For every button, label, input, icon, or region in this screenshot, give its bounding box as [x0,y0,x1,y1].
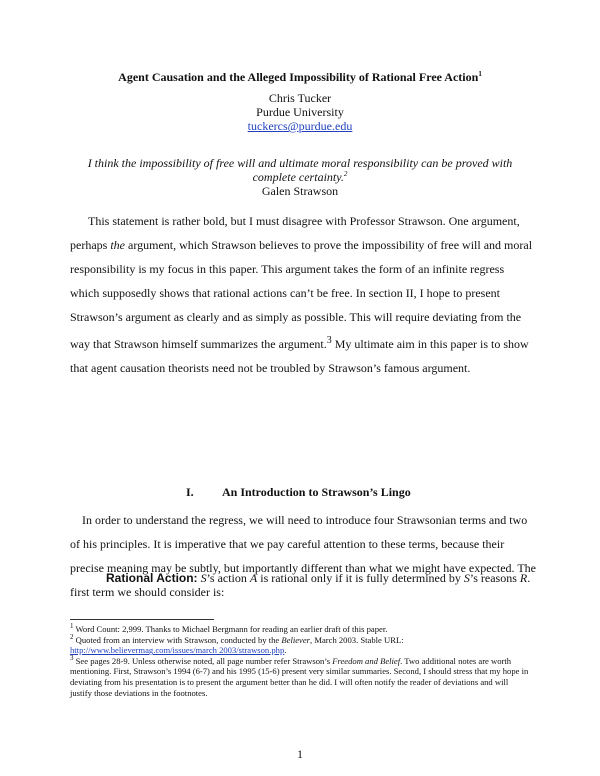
fn1-mark: 1 [70,622,74,631]
fn2-mark: 2 [70,632,74,641]
intro-paragraph [70,209,536,380]
intro-text-1: This statement is rather bold, but I must disagree with Professor Strawson. One argument, perhaps [70,214,520,252]
footnote-marker-2[interactable]: 2 [343,170,348,178]
page-number: 1 [297,747,303,761]
fn2-text-a: Quoted from an interview with Strawson, conducted by the [73,634,282,645]
fn2-url-link[interactable]: http://www.believermag.com/issues/march 2003/strawson.php [70,645,285,656]
def-text-2: is rational only if it is fully determined by [257,571,464,585]
def-var-s: S [200,571,207,585]
def-text-4: . [527,571,531,585]
author-name: Chris Tucker [268,91,332,105]
footnote-2 [70,632,532,656]
fn3-text-b: . Two additional notes are worth mentioning. First, Strawson’s 1994 (6-7) and his 1995 (15-6) present very similar summaries. Second, I should stress that my hope in deviating from his presentation is to present the argument better than he did. I will often notify the reader of deviations and will justify those deviations in the footnotes. [70,655,529,698]
author-email-link[interactable]: tuckercs@purdue.edu [247,119,353,133]
author-affiliation: Purdue University [256,105,344,119]
intro-emphasis: the [110,238,125,252]
fn2-text-b: , March 2003. Stable URL: [310,634,404,645]
def-var-s2: S [463,571,470,585]
section-paragraph: In order to understand the regress, we will need to introduce four Strawsonian terms and two of his principles. It is imperative that we pay careful attention to these terms, because their precise meaning may be subtly, but importantly different than what we might have expected. The first term we should consider is: [70,513,536,599]
def-text-3: ’s reasons [469,571,520,585]
author-block [0,91,600,133]
intro-text-3: My ultimate aim in this paper is to show that agent causation theorists need not be troubled by Strawson’s famous argument. [70,337,529,375]
fn2-text-c: . [284,645,287,656]
epigraph [70,156,530,198]
footnote-marker-3[interactable]: 3 [326,335,332,346]
fn3-mark: 3 [70,653,74,662]
def-text-1: ’s action [206,571,250,585]
intro-text-2: argument, which Strawson believes to prove the impossibility of free will and moral responsibility is my focus in this paper. This argument takes the form of an infinite regress which supposedly shows that rational actions can’t be free. In section II, I hope to present Strawson’s argument as clearly and as simply as possible. This will require deviating from the way that Strawson himself summarizes the argument. [70,238,533,351]
footnote-3 [70,653,532,698]
definition-label: Rational Action: [106,571,198,585]
fn3-emphasis: Freedom and Belief [332,655,401,666]
fn2-emphasis: Believer [281,634,311,645]
def-var-a: A [249,571,258,585]
footnote-marker-1[interactable]: 1 [478,70,482,78]
epigraph-quote: I think the impossibility of free will and ultimate moral responsibility can be proved with complete certainty. [87,156,513,184]
epigraph-attribution: Galen Strawson [261,184,339,198]
title-text: Agent Causation and the Alleged Impossibility of Rational Free Action [118,70,479,84]
paper-title [0,70,600,85]
footnote-divider [70,619,214,620]
footnotes [70,624,532,698]
section-title: An Introduction to Strawson’s Lingo [222,485,411,499]
fn1-text: Word Count: 2,999. Thanks to Michael Bergmann for reading an earlier draft of this paper. [73,624,388,634]
def-var-r: R [519,571,528,585]
definition-rational-action [106,571,530,585]
footnote-1 [70,624,532,635]
section-number: I. [186,485,194,499]
fn3-text-a: See pages 28-9. Unless otherwise noted, all page number refer Strawson’s [73,655,333,666]
